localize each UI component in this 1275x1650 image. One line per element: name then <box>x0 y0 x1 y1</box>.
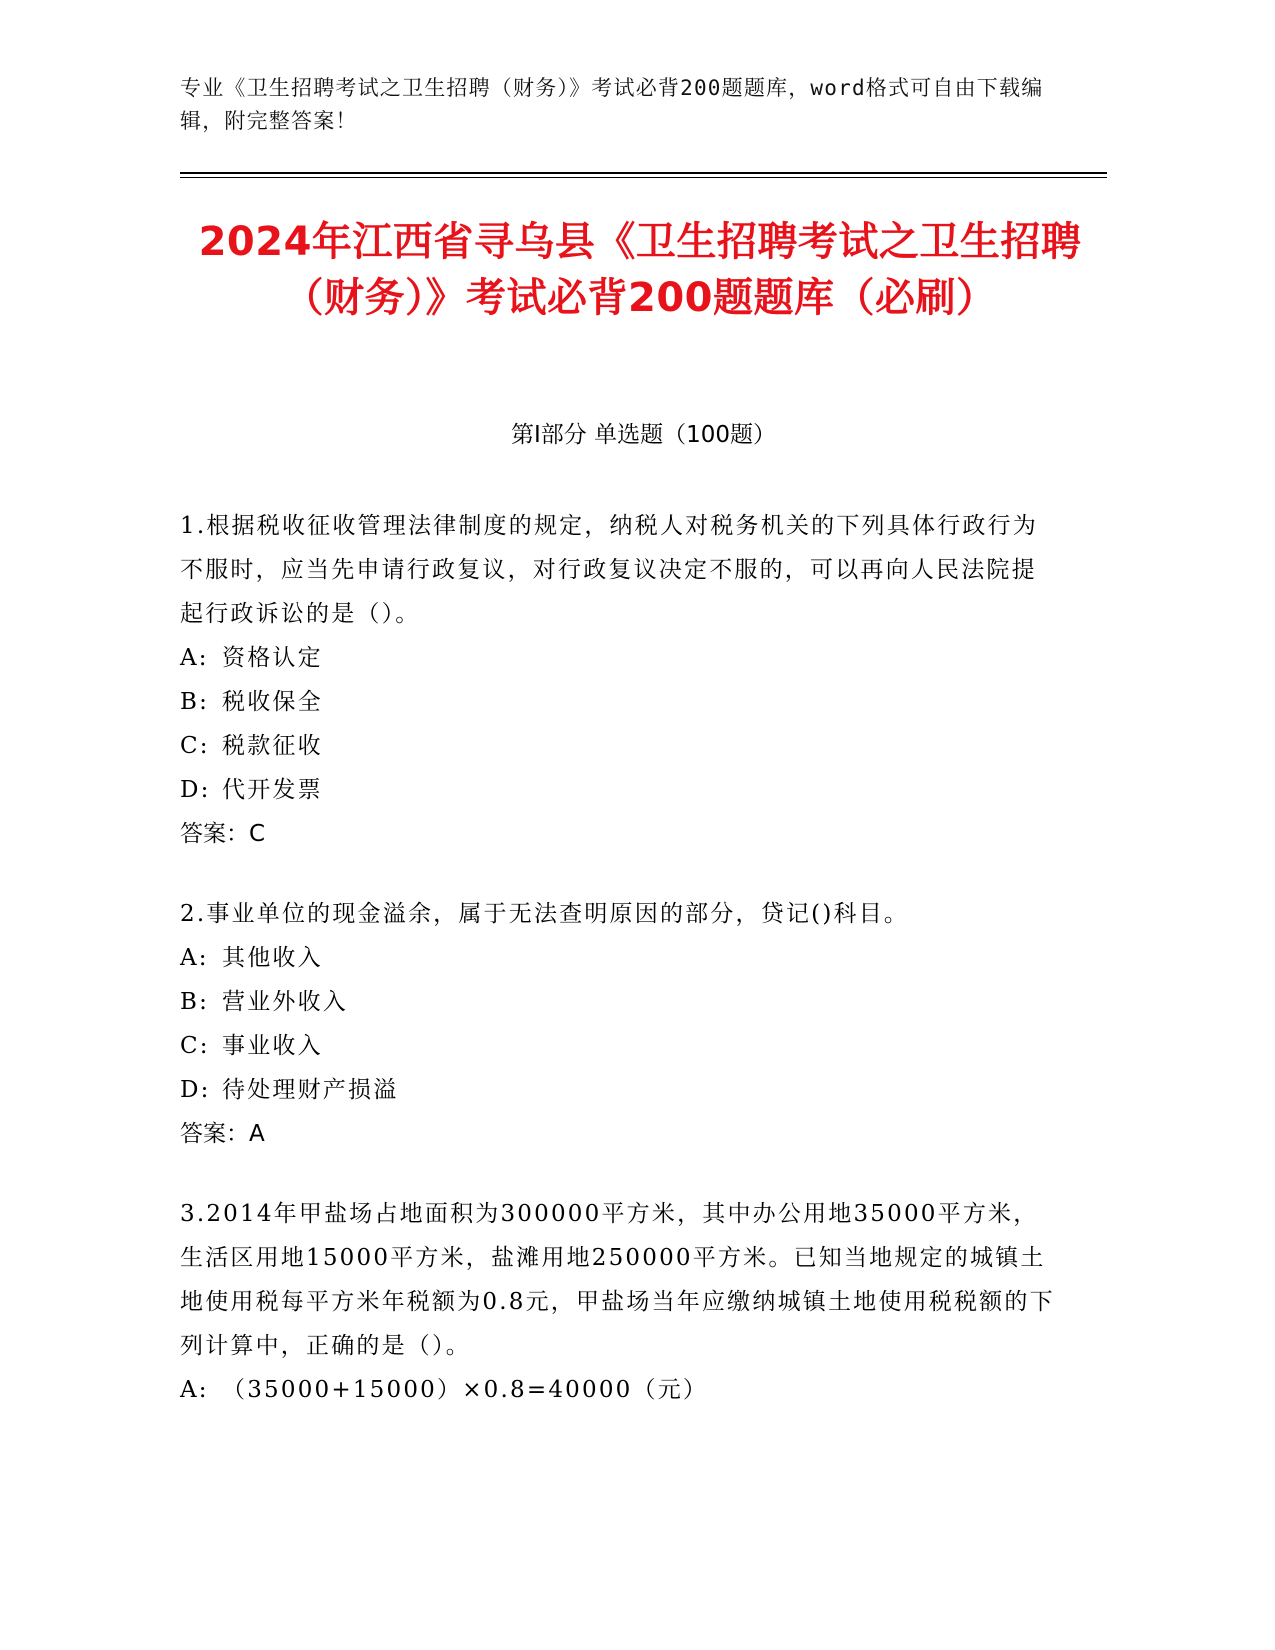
question-stem: 2.事业单位的现金溢余，属于无法查明原因的部分，贷记()科目。 <box>180 901 910 927</box>
option-letter: A: <box>180 1377 209 1403</box>
option-text: 税款征收 <box>222 733 323 759</box>
option-d <box>180 1068 1060 1112</box>
question-stem: 3.2014年甲盐场占地面积为300000平方米，其中办公用地35000平方米，生活区用地15000平方米，盐滩用地250000平方米。已知当地规定的城镇土地使用税每平方米年税额为0.8元，甲盐场当年应缴纳城镇土地使用税税额的下列计算中，正确的是（）。 <box>180 1201 1055 1359</box>
option-letter: D: <box>180 1077 211 1103</box>
option-text: 税收保全 <box>222 689 323 715</box>
question-1 <box>180 504 1060 856</box>
option-letter: D: <box>180 777 211 803</box>
option-text: 待处理财产损溢 <box>222 1077 399 1103</box>
question-3 <box>180 1192 1060 1412</box>
answer-line: 答案：A <box>180 1121 265 1147</box>
option-letter: A: <box>180 645 209 671</box>
header-note: 专业《卫生招聘考试之卫生招聘（财务）》考试必背200题题库，word格式可自由下载编辑，附完整答案！ <box>180 76 1044 133</box>
option-text: 代开发票 <box>222 777 323 803</box>
option-letter: A: <box>180 945 209 971</box>
answer-line: 答案：C <box>180 821 266 847</box>
option-b <box>180 680 1060 724</box>
option-text: 其他收入 <box>222 945 323 971</box>
document-title: 2024年江西省寻乌县《卫生招聘考试之卫生招聘（财务）》考试必背200题题库（必刷） <box>198 219 1082 321</box>
option-c <box>180 1024 1060 1068</box>
option-text: 资格认定 <box>222 645 323 671</box>
option-a <box>180 636 1060 680</box>
question-stem: 1.根据税收征收管理法律制度的规定，纳税人对税务机关的下列具体行政行为不服时，应当先申请行政复议，对行政复议决定不服的，可以再向人民法院提起行政诉讼的是（）。 <box>180 513 1038 627</box>
option-a <box>180 936 1060 980</box>
question-2 <box>180 892 1060 1156</box>
option-letter: B: <box>180 689 210 715</box>
option-a <box>180 1368 1060 1412</box>
header-divider-thick <box>180 172 1107 174</box>
header-divider-thin <box>180 177 1107 178</box>
option-letter: C: <box>180 733 210 759</box>
option-letter: B: <box>180 989 210 1015</box>
option-text: 营业外收入 <box>222 989 348 1015</box>
option-d <box>180 768 1060 812</box>
option-c <box>180 724 1060 768</box>
option-b <box>180 980 1060 1024</box>
question-list <box>180 504 1060 1448</box>
option-text: （35000+15000）×0.8=40000（元） <box>222 1377 709 1403</box>
option-letter: C: <box>180 1033 210 1059</box>
section-title: 第I部分 单选题（100题） <box>511 422 776 448</box>
option-text: 事业收入 <box>222 1033 323 1059</box>
